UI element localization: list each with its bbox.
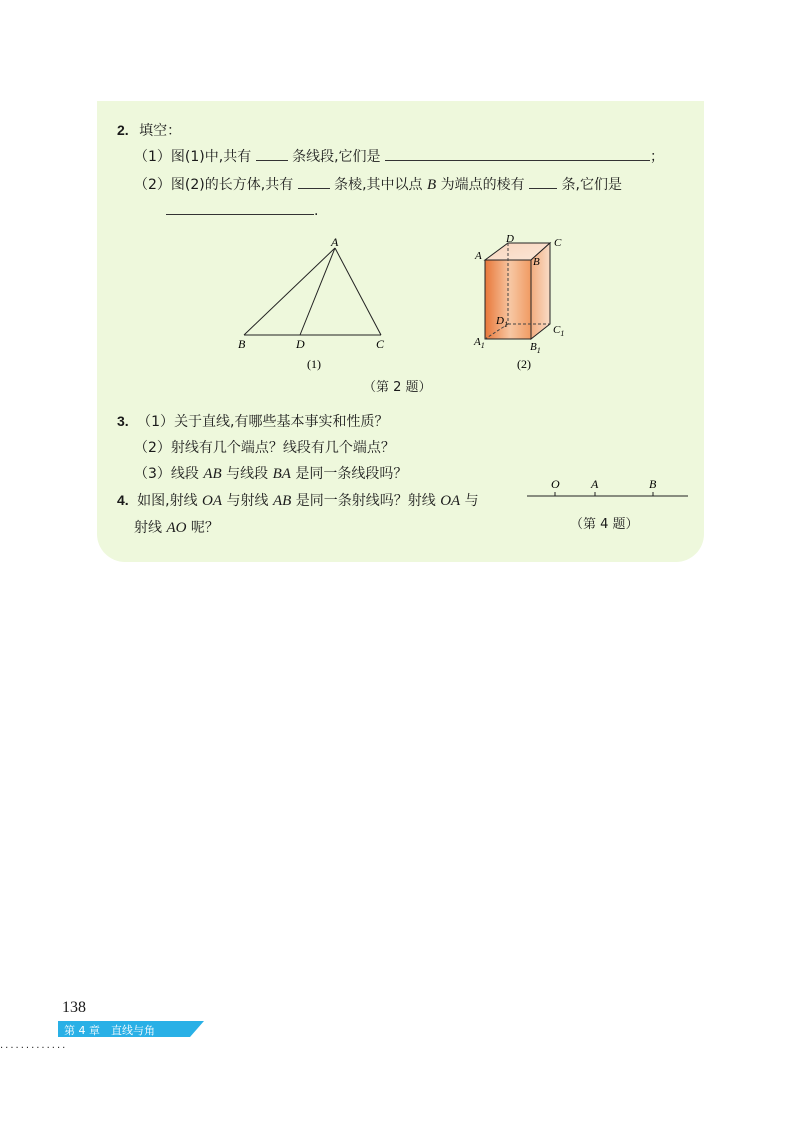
q2-part1-blank-list[interactable] [385,146,650,161]
q2-part2-end: . [314,203,319,219]
q4-line2 [134,518,219,538]
point-b-label: B [649,477,657,491]
q2-title: 填空： [139,123,182,139]
cuboid-figure [470,232,570,372]
q4-number: 4. [117,492,129,508]
q4-ray-oa: OA [202,493,223,509]
q3-part2 [134,438,395,458]
point-c-label: C [376,337,385,351]
q3-part1-label: （1） [137,414,175,430]
q3-part3-text-b: 与线段 [226,466,269,482]
q2-part2-text-a: 图(2)的长方体,共有 [170,177,294,193]
point-d1-label: $D_1$ [496,315,508,329]
point-d-label: D [296,337,305,351]
chapter-title: 第 4 章 直线与角 [64,1024,155,1037]
q2-part2-blank-list[interactable] [166,200,314,215]
q3-part2-text: 射线有几个端点？线段有几个端点？ [170,440,395,456]
q4-caption: （第 4 题） [570,517,639,532]
q4-text-b: 与射线 [226,493,269,509]
q2-part2-point: B [427,177,437,193]
figure-2-label: (2) [517,357,531,371]
point-d-label: D [506,233,514,245]
point-a-label: A [591,477,599,491]
q3-part3-text-a: 线段 [170,466,199,482]
q2-header [117,120,181,141]
q3-part3-label: （3） [134,466,171,482]
q2-part2-label: （2） [134,177,171,193]
point-a-label: A [331,235,339,249]
point-a1-label: $A_1$ [474,336,485,350]
q2-part2-text-b: 条棱,其中以点 [334,177,423,193]
segment-ac [335,248,381,335]
q2-part1-text-b: 条线段,它们是 [292,149,381,165]
q3-part1-text: 关于直线,有哪些基本事实和性质？ [174,414,389,430]
q4-text-c: 是同一条射线吗？射线 [295,493,436,509]
q3-segment-ba: BA [272,466,291,482]
q3-part1 [117,411,389,432]
q3-segment-ab: AB [203,466,222,482]
triangle-figure [230,232,400,372]
q3-number: 3. [117,413,129,429]
q4-line1 [117,490,479,511]
q4-ray-ab: AB [272,493,292,509]
q4-text-a: 如图,射线 [137,493,198,509]
q2-part1-blank-count[interactable] [256,146,288,161]
q4-text-e: 射线 [134,520,162,536]
point-b1-label: $B_1$ [530,341,541,355]
q4-ray-oa-2: OA [440,493,461,509]
q2-part2-blank-edges[interactable] [298,174,330,189]
segment-ab [244,248,335,335]
point-a-label: A [475,250,482,262]
dotted-divider: ............. [0,1040,68,1051]
q2-part2-text-d: 条,它们是 [561,177,622,193]
q2-part1-text-a: 图(1)中,共有 [170,149,252,165]
point-b-label: B [238,337,246,351]
segment-ad [300,248,335,335]
q4-text-d: 与 [464,493,479,509]
point-b-label: B [533,256,540,268]
q4-text-f: 呢？ [190,520,219,536]
point-o-label: O [551,477,560,491]
q2-part2 [134,174,622,195]
figure-1-label: (1) [307,357,321,371]
q2-part2-blank-count[interactable] [529,174,557,189]
q2-number: 2. [117,122,129,138]
point-c1-label: $C_1$ [553,324,565,338]
q2-part1-label: （1） [134,149,171,165]
q3-part2-label: （2） [134,440,171,456]
q3-part3-text-c: 是同一条线段吗？ [295,466,408,482]
q2-part1-end: ； [650,149,665,165]
q2-part1 [134,146,664,167]
ray-figure [525,474,695,504]
q2-part2-cont [166,200,318,221]
q2-part2-text-c: 为端点的棱有 [440,177,525,193]
q2-caption: （第 2 题） [363,380,432,395]
q3-part3 [134,464,407,484]
q4-ray-ao: AO [166,520,187,536]
page-number: 138 [62,999,86,1016]
point-c-label: C [554,237,562,249]
